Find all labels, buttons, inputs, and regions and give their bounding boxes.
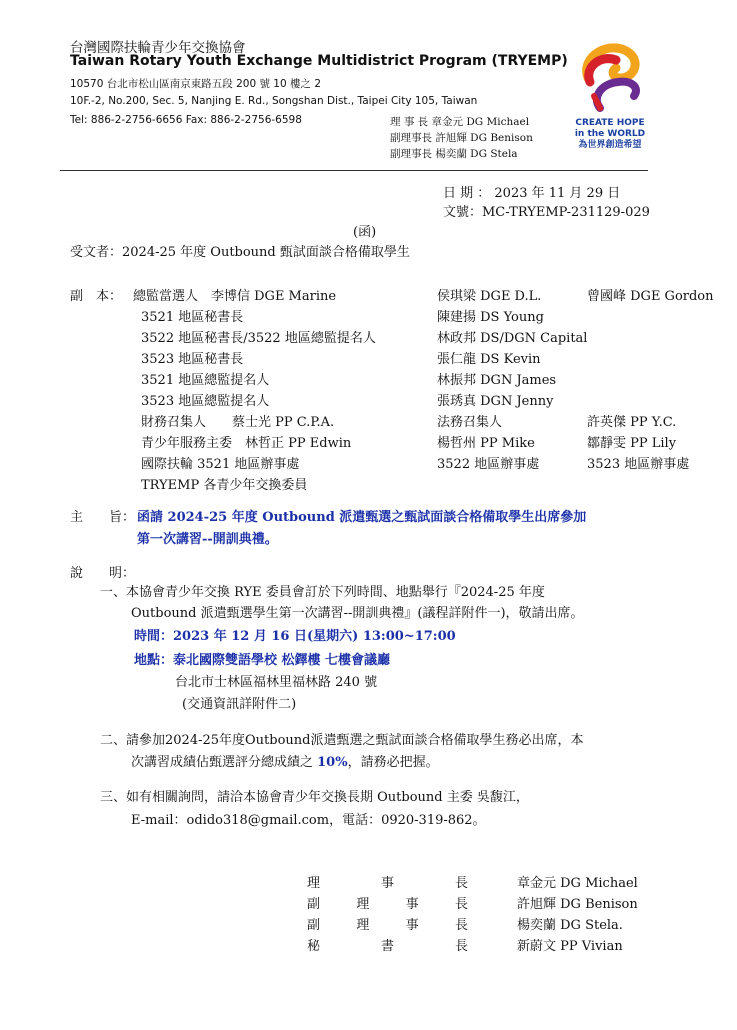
event-time: 時間：2023 年 12 月 16 日(星期六) 13:00~17:00 [134,629,456,644]
cc-entry: 3522 地區辦事處 [437,457,540,472]
date: 日 期 ： 2023 年 11 月 29 日 [443,186,621,201]
org-name-zh: 台灣國際扶輪青少年交換協會 [70,40,246,56]
item2-line2 [131,751,439,770]
explanation-label: 說 明： [70,566,136,581]
item1-line1: 一、本協會青少年交換 RYE 委員會訂於下列時間、地點舉行『2024-25 年度 [100,585,545,600]
item2-text-a: 次講習成績佔甄選評分總成績之 [131,755,318,770]
cc-entry: 曾國峰 DGE Gordon [587,289,714,304]
org-name-en: Taiwan Rotary Youth Exchange Multidistrict Program (TRYEMP) [70,53,568,69]
cc-entry: TRYEMP 各青少年交換委員 [141,478,308,493]
signature-name: 許旭輝 DG Benison [517,897,638,912]
score-percentage: 10% [317,755,348,770]
signature-name: 新蔚文 PP Vivian [517,939,623,954]
recipient: 受文者：2024-25 年度 Outbound 甄試面談合格備取學生 [70,245,410,260]
create-hope-logo-icon [570,38,650,113]
cc-entry: 張仁龍 DS Kevin [437,352,541,367]
cc-label: 副 本： [70,289,123,304]
officer-vp-1: 副理事長 許旭輝 DG Benison [390,132,533,144]
event-address: 台北市士林區福林里福林路 240 號 [175,675,378,690]
cc-entry: 3523 地區秘書長 [141,352,244,367]
contact-info: Tel: 886-2-2756-6656 Fax: 886-2-2756-6598 [70,114,302,126]
signature-title-char: 長 [455,897,469,912]
signature-title-char: 理 [356,918,370,933]
signature-title-char: 副 [307,897,321,912]
cc-entry: 許英傑 PP Y.C. [587,415,677,430]
item2-line1: 二、請參加2024-25年度Outbound派遣甄選之甄試面談合格備取學生務必出席，本 [100,733,584,748]
cc-entry: 林政邦 DS/DGN Capital [437,331,588,346]
signature-title-char: 事 [405,897,419,912]
cc-entry: 張琇真 DGN Jenny [437,394,554,409]
item1-line2: Outbound 派遣甄選學生第一次講習--開訓典禮』(議程詳附件一)，敬請出席。 [131,606,584,621]
signature-title-char: 長 [455,939,469,954]
signature-name: 楊奕蘭 DG Stela. [517,918,623,933]
cc-entry: 侯琪梁 DGE D.L. [437,289,542,304]
signature-title-char: 理 [307,876,321,891]
item3-line1: 三、如有相關詢問，請洽本協會青少年交換長期 Outbound 主委 吳馥江， [100,790,529,805]
cc-entry: 3522 地區秘書長/3522 地區總監提名人 [141,331,376,346]
cc-entry: 陳建揚 DS Young [437,310,544,325]
cc-entry: 鄒靜雯 PP Lily [587,436,677,451]
cc-entry: 青少年服務主委 林哲正 PP Edwin [141,436,352,451]
logo-line-2: in the WORLD [574,129,646,139]
officer-president: 理 事 長 章金元 DG Michael [390,116,530,128]
cc-entry: 楊哲州 PP Mike [437,436,535,451]
subject-line-1: 函請 2024-25 年度 Outbound 派遣甄選之甄試面談合格備取學生出席參加 [137,510,587,525]
subject-label: 主 旨： [70,510,136,525]
signature-title-char: 長 [455,918,469,933]
cc-entry: 3523 地區辦事處 [587,457,690,472]
item2-text-b: ，請務必把握。 [347,755,439,770]
transport-note: (交通資訊詳附件二) [182,697,297,712]
cc-entry: 3521 地區總監提名人 [141,373,270,388]
reference-number: 文號：MC-TRYEMP-231129-029 [443,205,650,220]
signature-name: 章金元 DG Michael [517,876,638,891]
signature-title-char: 理 [356,897,370,912]
subject-line-2: 第一次講習--開訓典禮。 [137,532,278,547]
cc-entry: 總監當選人 李博信 DGE Marine [133,289,337,304]
signature-title-char: 副 [307,918,321,933]
logo-line-1: CREATE HOPE [575,118,645,128]
signature-title-char: 書 [381,939,395,954]
officer-vp-2: 副理事長 楊奕蘭 DG Stela [390,148,518,160]
event-place: 地點：泰北國際雙語學校 松鐸樓 七樓會議廳 [134,653,391,668]
document-type: (函) [353,225,377,240]
signature-title-char: 事 [381,876,395,891]
cc-entry: 國際扶輪 3521 地區辦事處 [141,457,300,472]
item3-contact: E-mail：odido318@gmail.com，電話：0920-319-862。 [131,813,486,828]
cc-entry: 3523 地區總監提名人 [141,394,270,409]
cc-entry: 法務召集人 [437,415,503,430]
signature-title-char: 事 [405,918,419,933]
logo-line-3: 為世界創造希望 [578,140,642,150]
header-divider [60,170,648,171]
rotary-logo [570,38,650,148]
address-zh: 10570 台北市松山區南京東路五段 200 號 10 樓之 2 [70,78,322,90]
cc-entry: 林振邦 DGN James [437,373,557,388]
signature-title-char: 長 [455,876,469,891]
cc-entry: 財務召集人 蔡士光 PP C.P.A. [141,415,335,430]
cc-entry: 3521 地區秘書長 [141,310,244,325]
address-en: 10F.-2, No.200, Sec. 5, Nanjing E. Rd., Songshan Dist., Taipei City 105, Taiwan [70,95,478,107]
signature-title-char: 秘 [307,939,321,954]
